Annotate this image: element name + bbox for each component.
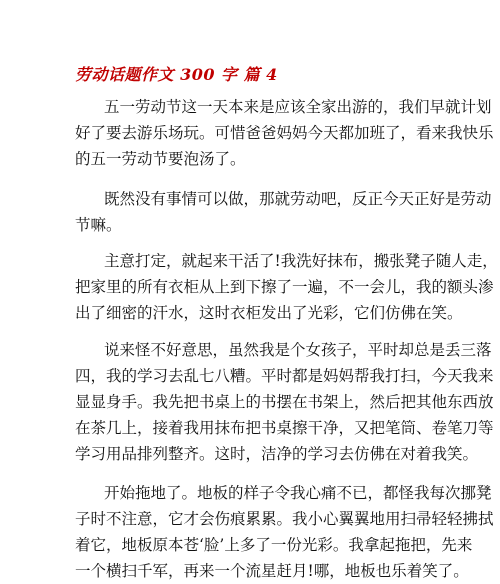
paragraph-1: [75, 94, 494, 172]
paragraph-line: 既然没有事情可以做，那就劳动吧，反正今天正好是劳动: [104, 190, 492, 208]
paragraph-line: 出了细密的汗水，这时衣柜发出了光彩，它们仿佛在笑。: [75, 304, 463, 322]
paragraph-line: 节嘛。: [75, 216, 122, 234]
paragraph-line: 子时不注意，它才会伤痕累累。我小心翼翼地用扫帚轻轻拂拭: [75, 510, 494, 528]
paragraph-line: 好了要去游乐场玩。可惜爸爸妈妈今天都加班了，看来我快乐: [75, 124, 494, 142]
paragraph-line: 一个横扫千军，再来一个流星赶月!哪，地板也乐着笑了。: [75, 562, 469, 580]
paragraph-line: 主意打定，就起来干活了!我洗好抹布，搬张凳子随人走，: [104, 252, 498, 270]
document-title: 劳动话题作文 300 字 篇 4: [75, 65, 278, 84]
paragraph-line: 说来怪不好意思，虽然我是个女孩子，平时却总是丢三落: [104, 341, 492, 359]
paragraph-line: 四，我的学习去乱七八糟。平时都是妈妈帮我打扫，今天我来: [75, 367, 494, 385]
paragraph-line: 在茶几上，接着我用抹布把书桌擦干净，又把笔筒、卷笔刀等: [75, 419, 494, 437]
paragraph-3: [75, 248, 498, 326]
paragraph-line: 开始拖地了。地板的样子令我心痛不已，都怪我每次挪凳: [104, 484, 492, 502]
paragraph-line: 的五一劳动节要泡汤了。: [75, 150, 246, 168]
paragraph-line: 学习用品排列整齐。这时，洁净的学习去仿佛在对着我笑。: [75, 445, 479, 463]
paragraph-line: 把家里的所有衣柜从上到下擦了一遍，不一会儿，我的额头渗: [75, 278, 494, 296]
paragraph-5: [75, 480, 494, 584]
paragraph-line: 着它，地板原本苍‘脸’上多了一份光彩。我拿起拖把，先来: [75, 536, 473, 554]
paragraph-line: 五一劳动节这一天本来是应该全家出游的，我们早就计划: [104, 98, 492, 116]
paragraph-4: [75, 337, 494, 467]
paragraph-line: 显显身手。我先把书桌上的书摆在书架上，然后把其他东西放: [75, 393, 494, 411]
paragraph-2: [75, 186, 492, 238]
